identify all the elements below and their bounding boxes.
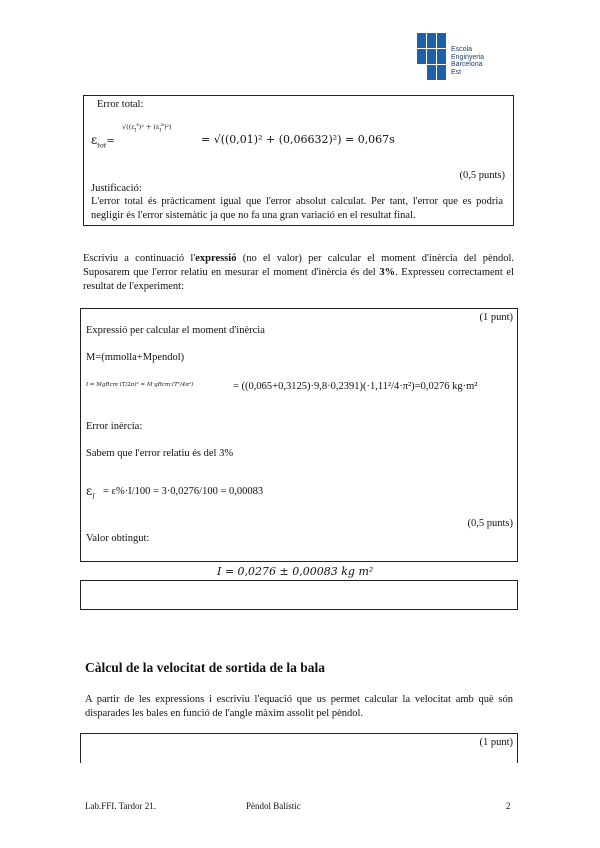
points-label: (0,5 punts) [459,170,505,181]
mass-formula: M=(mmolla+Mpendol) [86,352,185,363]
instruction-paragraph: Escriviu a continuació l'expressió (no el valor) per calcular el moment d'inèrcia del pèndol. Suposarem que l'error relatiu en mesurar el moment d'inèrcia és del 3%. Expresseu correctament el resultat de l'experiment: [83,253,514,292]
velocity-box [80,733,518,763]
section-heading: Càlcul de la velocitat de sortida de la bala [85,660,325,675]
expression-label: Expressió per calcular el moment d'inèrcia [86,325,265,336]
school-name: Escola Enginyeria Barcelona Est [451,46,485,76]
page-number: 2 [506,801,511,811]
error-inertia-label: Error inèrcia: [86,421,143,432]
justification-text: L'error total és pràcticament igual que l'error absolut calculat. Per tant, l'error que es podria negligir és l'error sistemàtic ja que no fa una gran variació en el resultat final. [91,196,503,221]
school-logo [417,33,447,81]
eps-tot-numeric: = √((0,01)² + (0,06632)²) = 0,067s [201,133,395,146]
inertia-formula-symbolic: I = MgRcm·(T/2π)² = M·gRcm·(T²/4π²) [86,382,194,388]
value-label: Valor obtingut: [86,533,150,544]
justification-label: Justificació: [91,183,142,194]
inertia-formula-numeric: = ((0,065+0,3125)·9,8·0,2391)(·1,11²/4·π²)=0,0276 kg·m² [233,381,478,392]
eps-i-formula: $\varepsilon_I$ [86,484,95,501]
points-label: (0,5 punts) [467,518,513,529]
eps-tot-sqrt-symbolic: $√((\varepsilon_I^s)^2 + (\varepsilon_I^a)^2)$ [122,123,172,134]
inertia-box [80,308,518,562]
section-paragraph: A partir de les expressions i escriviu l'equació que us permet calcular la velocitat amb què són disparades les bales en funció de l'angle màxim assolit pel pèndol. [85,694,513,719]
points-label: (1 punt) [479,737,513,748]
eps-i-formula-value: = ε%·I/100 = 3·0,0276/100 = 0,00083 [103,486,264,497]
footer-center: Pèndol Balístic [246,801,301,811]
footer-left: Lab.FFI. Tardor 21. [85,801,156,811]
relative-error-text: Sabem que l'error relatiu és del 3% [86,448,234,459]
inertia-result: I = 0,0276 ± 0,00083 kg m² [217,565,374,578]
eps-tot-formula: $\varepsilon_{tot}=$ [91,133,115,150]
result-box [80,580,518,610]
error-total-box [83,95,514,226]
error-total-title: Error total: [97,99,144,110]
points-label: (1 punt) [479,312,513,323]
